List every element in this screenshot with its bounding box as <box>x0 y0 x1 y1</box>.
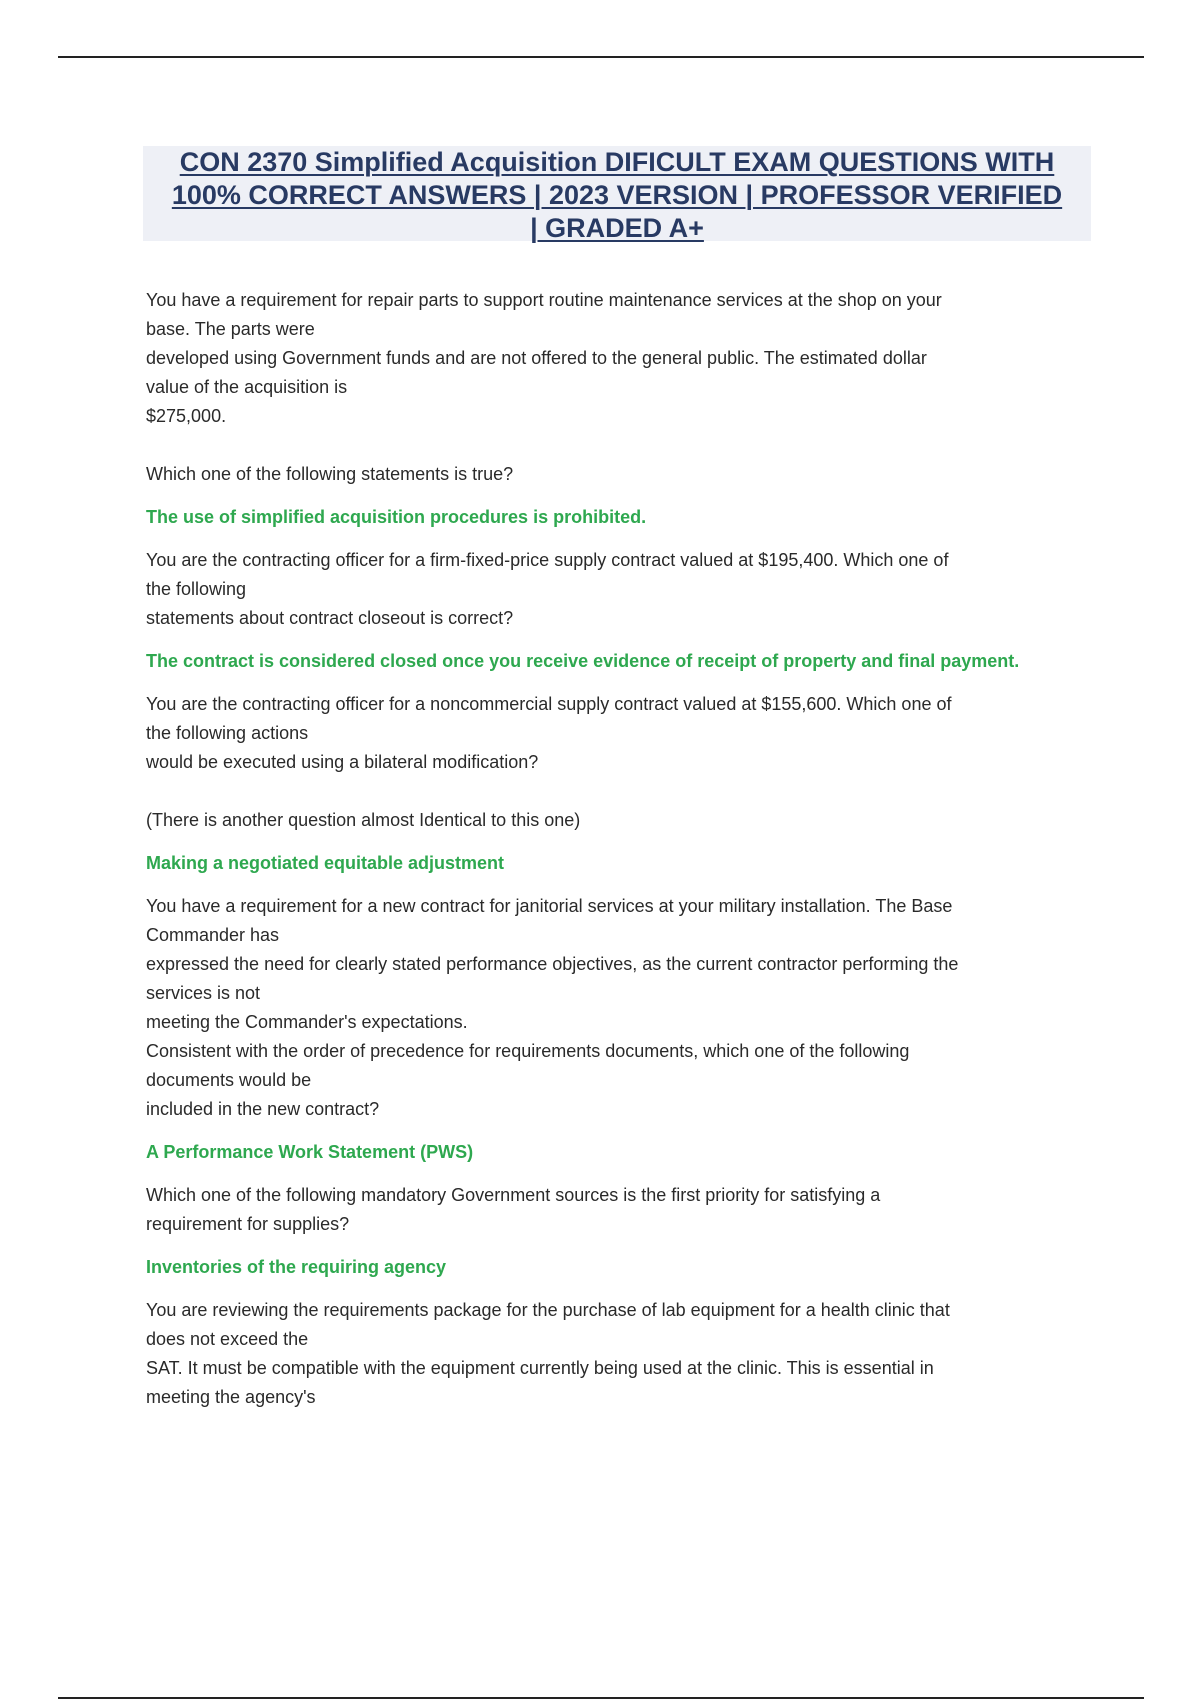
question-text: would be executed using a bilateral modification? <box>146 752 539 772</box>
question-block <box>146 546 1106 676</box>
question-text: documents would be <box>146 1070 312 1090</box>
question-text: $275,000. <box>146 406 227 426</box>
question-text: Consistent with the order of precedence for requirements documents, which one of the following <box>146 1041 910 1061</box>
question-text: You have a requirement for a new contract for janitorial services at your military installation. The Base <box>146 896 953 916</box>
question-block <box>146 690 1106 878</box>
question-text: requirement for supplies? <box>146 1214 350 1234</box>
document-title <box>143 146 1091 241</box>
question-text: You have a requirement for repair parts to support routine maintenance services at the shop on your <box>146 290 942 310</box>
answer-text: The contract is considered closed once you receive evidence of receipt of property and final payment. <box>146 651 1020 671</box>
question-text: meeting the Commander's expectations. <box>146 1012 468 1032</box>
document-body <box>146 286 1106 1412</box>
question-text: meeting the agency's <box>146 1387 316 1407</box>
title-line: CON 2370 Simplified Acquisition DIFICULT EXAM QUESTIONS WITH <box>179 147 1055 177</box>
question-block <box>146 1181 1106 1282</box>
answer-text: Making a negotiated equitable adjustment <box>146 853 505 873</box>
question-followup: (There is another question almost Identical to this one) <box>146 810 581 830</box>
question-text: developed using Government funds and are not offered to the general public. The estimated dollar <box>146 348 927 368</box>
top-rule <box>58 56 1144 58</box>
question-text: expressed the need for clearly stated performance objectives, as the current contractor performing the <box>146 954 959 974</box>
answer-text: A Performance Work Statement (PWS) <box>146 1142 474 1162</box>
title-line: 100% CORRECT ANSWERS | 2023 VERSION | PROFESSOR VERIFIED <box>171 180 1063 210</box>
question-text: You are the contracting officer for a firm-fixed-price supply contract valued at $195,400. Which one of <box>146 550 949 570</box>
question-text: the following actions <box>146 723 309 743</box>
title-line: | GRADED A+ <box>530 213 704 243</box>
question-text: base. The parts were <box>146 319 315 339</box>
question-text: You are reviewing the requirements package for the purchase of lab equipment for a health clinic that <box>146 1300 950 1320</box>
question-text: the following <box>146 579 247 599</box>
question-text: Which one of the following mandatory Government sources is the first priority for satisfying a <box>146 1185 881 1205</box>
question-followup: Which one of the following statements is true? <box>146 464 514 484</box>
question-block <box>146 892 1106 1167</box>
question-text: You are the contracting officer for a noncommercial supply contract valued at $155,600. Which one of <box>146 694 952 714</box>
question-text: value of the acquisition is <box>146 377 348 397</box>
question-text: SAT. It must be compatible with the equipment currently being used at the clinic. This is essential in <box>146 1358 934 1378</box>
question-text: does not exceed the <box>146 1329 309 1349</box>
bottom-rule <box>58 1697 1144 1699</box>
question-block <box>146 286 1106 532</box>
question-text: services is not <box>146 983 261 1003</box>
answer-text: The use of simplified acquisition procedures is prohibited. <box>146 507 647 527</box>
question-text: statements about contract closeout is correct? <box>146 608 514 628</box>
question-text: included in the new contract? <box>146 1099 380 1119</box>
answer-text: Inventories of the requiring agency <box>146 1257 447 1277</box>
question-text: Commander has <box>146 925 280 945</box>
question-block <box>146 1296 1106 1412</box>
